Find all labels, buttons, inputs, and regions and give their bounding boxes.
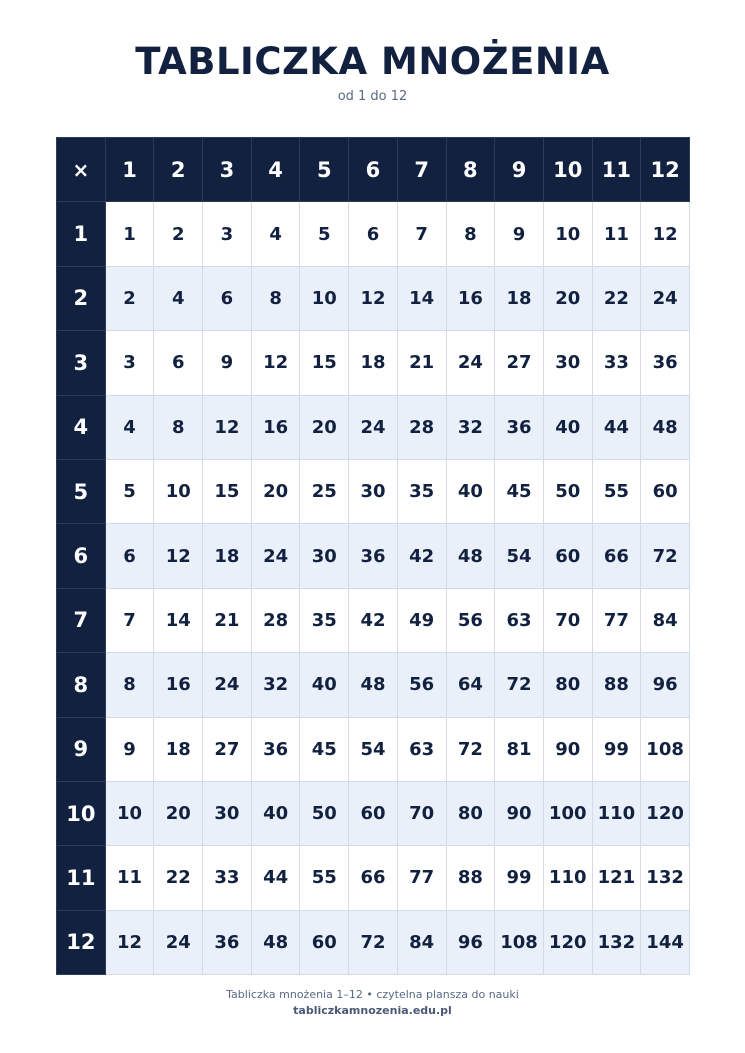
product-cell: 7 <box>397 202 446 266</box>
product-cell: 10 <box>300 266 349 330</box>
product-cell: 32 <box>251 653 300 717</box>
product-cell: 72 <box>495 653 544 717</box>
product-cell: 11 <box>105 846 154 910</box>
product-cell: 30 <box>349 459 398 523</box>
product-cell: 1 <box>105 202 154 266</box>
product-cell: 60 <box>641 459 690 523</box>
product-cell: 35 <box>397 459 446 523</box>
product-cell: 36 <box>641 331 690 395</box>
product-cell: 2 <box>154 202 203 266</box>
product-cell: 2 <box>105 266 154 330</box>
column-header: 8 <box>446 138 495 202</box>
product-cell: 20 <box>154 781 203 845</box>
row-header: 5 <box>57 459 106 523</box>
corner-multiply-sign: × <box>57 138 106 202</box>
product-cell: 22 <box>592 266 641 330</box>
product-cell: 21 <box>397 331 446 395</box>
footer-caption: Tabliczka mnożenia 1–12 • czytelna plansza do nauki <box>226 988 519 1001</box>
product-cell: 54 <box>349 717 398 781</box>
product-cell: 30 <box>300 524 349 588</box>
product-cell: 10 <box>543 202 592 266</box>
product-cell: 40 <box>446 459 495 523</box>
product-cell: 24 <box>641 266 690 330</box>
product-cell: 27 <box>203 717 252 781</box>
product-cell: 14 <box>397 266 446 330</box>
product-cell: 20 <box>300 395 349 459</box>
product-cell: 28 <box>251 588 300 652</box>
product-cell: 16 <box>154 653 203 717</box>
product-cell: 70 <box>397 781 446 845</box>
row-header: 6 <box>57 524 106 588</box>
product-cell: 18 <box>349 331 398 395</box>
product-cell: 24 <box>349 395 398 459</box>
product-cell: 14 <box>154 588 203 652</box>
product-cell: 60 <box>543 524 592 588</box>
product-cell: 18 <box>154 717 203 781</box>
table-body <box>57 202 690 975</box>
column-header: 12 <box>641 138 690 202</box>
product-cell: 15 <box>300 331 349 395</box>
row-header: 10 <box>57 781 106 845</box>
column-header: 11 <box>592 138 641 202</box>
product-cell: 9 <box>105 717 154 781</box>
product-cell: 42 <box>397 524 446 588</box>
product-cell: 56 <box>446 588 495 652</box>
row-header: 2 <box>57 266 106 330</box>
product-cell: 24 <box>446 331 495 395</box>
product-cell: 5 <box>105 459 154 523</box>
product-cell: 45 <box>300 717 349 781</box>
product-cell: 30 <box>543 331 592 395</box>
column-header: 1 <box>105 138 154 202</box>
product-cell: 10 <box>105 781 154 845</box>
product-cell: 88 <box>446 846 495 910</box>
column-header: 2 <box>154 138 203 202</box>
product-cell: 110 <box>592 781 641 845</box>
product-cell: 8 <box>446 202 495 266</box>
product-cell: 80 <box>543 653 592 717</box>
page-subtitle: od 1 do 12 <box>337 89 408 104</box>
table-row <box>57 395 690 459</box>
product-cell: 36 <box>495 395 544 459</box>
product-cell: 16 <box>251 395 300 459</box>
product-cell: 55 <box>300 846 349 910</box>
table-row <box>57 588 690 652</box>
product-cell: 24 <box>251 524 300 588</box>
product-cell: 24 <box>203 653 252 717</box>
product-cell: 36 <box>251 717 300 781</box>
product-cell: 50 <box>543 459 592 523</box>
product-cell: 96 <box>641 653 690 717</box>
product-cell: 70 <box>543 588 592 652</box>
table-row <box>57 781 690 845</box>
table-row <box>57 266 690 330</box>
column-header: 3 <box>203 138 252 202</box>
product-cell: 110 <box>543 846 592 910</box>
table-row <box>57 202 690 266</box>
product-cell: 12 <box>203 395 252 459</box>
table-row <box>57 653 690 717</box>
product-cell: 60 <box>300 910 349 974</box>
product-cell: 12 <box>349 266 398 330</box>
product-cell: 6 <box>203 266 252 330</box>
product-cell: 11 <box>592 202 641 266</box>
product-cell: 30 <box>203 781 252 845</box>
product-cell: 56 <box>397 653 446 717</box>
product-cell: 45 <box>495 459 544 523</box>
row-header: 12 <box>57 910 106 974</box>
product-cell: 32 <box>446 395 495 459</box>
product-cell: 64 <box>446 653 495 717</box>
footer-website: tabliczkamnozenia.edu.pl <box>293 1004 452 1017</box>
row-header: 1 <box>57 202 106 266</box>
product-cell: 5 <box>300 202 349 266</box>
product-cell: 44 <box>592 395 641 459</box>
product-cell: 25 <box>300 459 349 523</box>
product-cell: 22 <box>154 846 203 910</box>
product-cell: 6 <box>154 331 203 395</box>
product-cell: 40 <box>300 653 349 717</box>
product-cell: 27 <box>495 331 544 395</box>
product-cell: 3 <box>105 331 154 395</box>
product-cell: 50 <box>300 781 349 845</box>
product-cell: 6 <box>105 524 154 588</box>
product-cell: 54 <box>495 524 544 588</box>
column-header: 7 <box>397 138 446 202</box>
product-cell: 4 <box>105 395 154 459</box>
multiplication-table <box>56 137 690 975</box>
product-cell: 120 <box>543 910 592 974</box>
product-cell: 84 <box>641 588 690 652</box>
product-cell: 7 <box>105 588 154 652</box>
product-cell: 132 <box>592 910 641 974</box>
product-cell: 4 <box>251 202 300 266</box>
product-cell: 21 <box>203 588 252 652</box>
table-row <box>57 717 690 781</box>
product-cell: 81 <box>495 717 544 781</box>
product-cell: 77 <box>397 846 446 910</box>
product-cell: 48 <box>349 653 398 717</box>
product-cell: 12 <box>251 331 300 395</box>
product-cell: 72 <box>349 910 398 974</box>
product-cell: 20 <box>251 459 300 523</box>
product-cell: 9 <box>495 202 544 266</box>
product-cell: 12 <box>641 202 690 266</box>
product-cell: 121 <box>592 846 641 910</box>
row-header: 3 <box>57 331 106 395</box>
product-cell: 8 <box>105 653 154 717</box>
product-cell: 15 <box>203 459 252 523</box>
product-cell: 40 <box>543 395 592 459</box>
row-header: 8 <box>57 653 106 717</box>
product-cell: 132 <box>641 846 690 910</box>
product-cell: 108 <box>641 717 690 781</box>
table-row <box>57 910 690 974</box>
row-header: 9 <box>57 717 106 781</box>
product-cell: 88 <box>592 653 641 717</box>
page-title: TABLICZKA MNOŻENIA <box>135 40 610 83</box>
product-cell: 100 <box>543 781 592 845</box>
product-cell: 48 <box>446 524 495 588</box>
product-cell: 84 <box>397 910 446 974</box>
product-cell: 77 <box>592 588 641 652</box>
product-cell: 9 <box>203 331 252 395</box>
product-cell: 90 <box>543 717 592 781</box>
product-cell: 20 <box>543 266 592 330</box>
column-header: 5 <box>300 138 349 202</box>
product-cell: 18 <box>203 524 252 588</box>
product-cell: 66 <box>592 524 641 588</box>
product-cell: 33 <box>592 331 641 395</box>
row-header: 11 <box>57 846 106 910</box>
column-header: 10 <box>543 138 592 202</box>
table-row <box>57 524 690 588</box>
product-cell: 12 <box>105 910 154 974</box>
product-cell: 48 <box>251 910 300 974</box>
product-cell: 90 <box>495 781 544 845</box>
column-header: 9 <box>495 138 544 202</box>
product-cell: 36 <box>203 910 252 974</box>
product-cell: 36 <box>349 524 398 588</box>
product-cell: 4 <box>154 266 203 330</box>
product-cell: 8 <box>251 266 300 330</box>
product-cell: 18 <box>495 266 544 330</box>
product-cell: 108 <box>495 910 544 974</box>
product-cell: 10 <box>154 459 203 523</box>
product-cell: 35 <box>300 588 349 652</box>
product-cell: 120 <box>641 781 690 845</box>
product-cell: 72 <box>446 717 495 781</box>
product-cell: 144 <box>641 910 690 974</box>
column-header-row <box>57 138 690 202</box>
table-row <box>57 846 690 910</box>
product-cell: 99 <box>592 717 641 781</box>
table-row <box>57 459 690 523</box>
product-cell: 42 <box>349 588 398 652</box>
product-cell: 12 <box>154 524 203 588</box>
product-cell: 55 <box>592 459 641 523</box>
product-cell: 63 <box>397 717 446 781</box>
product-cell: 96 <box>446 910 495 974</box>
product-cell: 63 <box>495 588 544 652</box>
product-cell: 49 <box>397 588 446 652</box>
product-cell: 72 <box>641 524 690 588</box>
column-header: 6 <box>349 138 398 202</box>
product-cell: 33 <box>203 846 252 910</box>
product-cell: 16 <box>446 266 495 330</box>
product-cell: 60 <box>349 781 398 845</box>
row-header: 7 <box>57 588 106 652</box>
product-cell: 8 <box>154 395 203 459</box>
column-header: 4 <box>251 138 300 202</box>
product-cell: 40 <box>251 781 300 845</box>
product-cell: 80 <box>446 781 495 845</box>
product-cell: 24 <box>154 910 203 974</box>
product-cell: 48 <box>641 395 690 459</box>
product-cell: 6 <box>349 202 398 266</box>
product-cell: 99 <box>495 846 544 910</box>
row-header: 4 <box>57 395 106 459</box>
product-cell: 44 <box>251 846 300 910</box>
product-cell: 28 <box>397 395 446 459</box>
table-row <box>57 331 690 395</box>
product-cell: 3 <box>203 202 252 266</box>
product-cell: 66 <box>349 846 398 910</box>
